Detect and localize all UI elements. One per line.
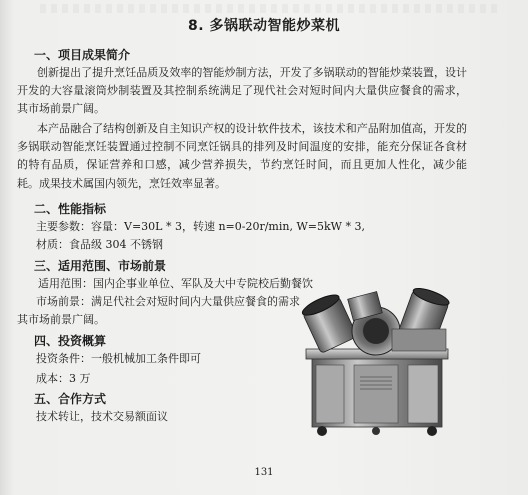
- investment-cost: 成本：3 万: [36, 372, 91, 385]
- section-heading-scope: 三、适用范围、市场前景: [34, 259, 167, 273]
- scope-market: 市场前景：满足代社会对短时间内大量供应餐食的需求: [36, 295, 300, 308]
- page-title: 8. 多锅联动智能炒菜机: [188, 18, 340, 34]
- summary-paragraph-1: 创新提出了提升烹饪品质及效率的智能炒制方法，开发了多锅联动的智能炒菜装置，设计开发的大容量滚筒炒制装置及其控制系统满足了现代社会对短时间内大量供应餐食的需求，其市场前景广阔。: [17, 66, 467, 116]
- section-heading-summary: 一、项目成果简介: [34, 48, 131, 62]
- scope-market-continued: 其市场前景广阔。: [17, 313, 105, 326]
- section-heading-investment: 四、投资概算: [34, 334, 107, 348]
- section-heading-performance: 二、性能指标: [34, 202, 107, 216]
- performance-material: 材质：食品级 304 不锈钢: [36, 238, 163, 251]
- bleed-through-decoration: [40, 4, 498, 13]
- summary-paragraph-2: 本产品融合了结构创新及自主知识产权的设计软件技术，该技术和产品附加值高，开发的多锅联动智能烹饪装置通过控制不同烹饪锅具的排列及时间温度的安排，能充分保证各食材的特有品质，保证营养和口感，减少营养损失，节约烹饪时间，而且更加人性化，减少能耗。成果技术属国内领先，烹饪效率显著。: [17, 122, 467, 190]
- page-number: 131: [254, 467, 274, 478]
- scope-application: 适用范围：国内企事业单位、军队及大中专院校后勤餐饮: [38, 277, 313, 290]
- performance-parameters: 主要参数：容量：V=30L * 3，转速 n=0-20r/min, W=5kW * 3,: [36, 220, 365, 233]
- cooperation-mode: 技术转让，技术交易额面议: [36, 410, 168, 423]
- investment-condition: 投资条件：一般机械加工条件即可: [36, 352, 201, 365]
- section-heading-cooperation: 五、合作方式: [34, 392, 107, 406]
- stir-fry-machine-photo: [296, 285, 461, 450]
